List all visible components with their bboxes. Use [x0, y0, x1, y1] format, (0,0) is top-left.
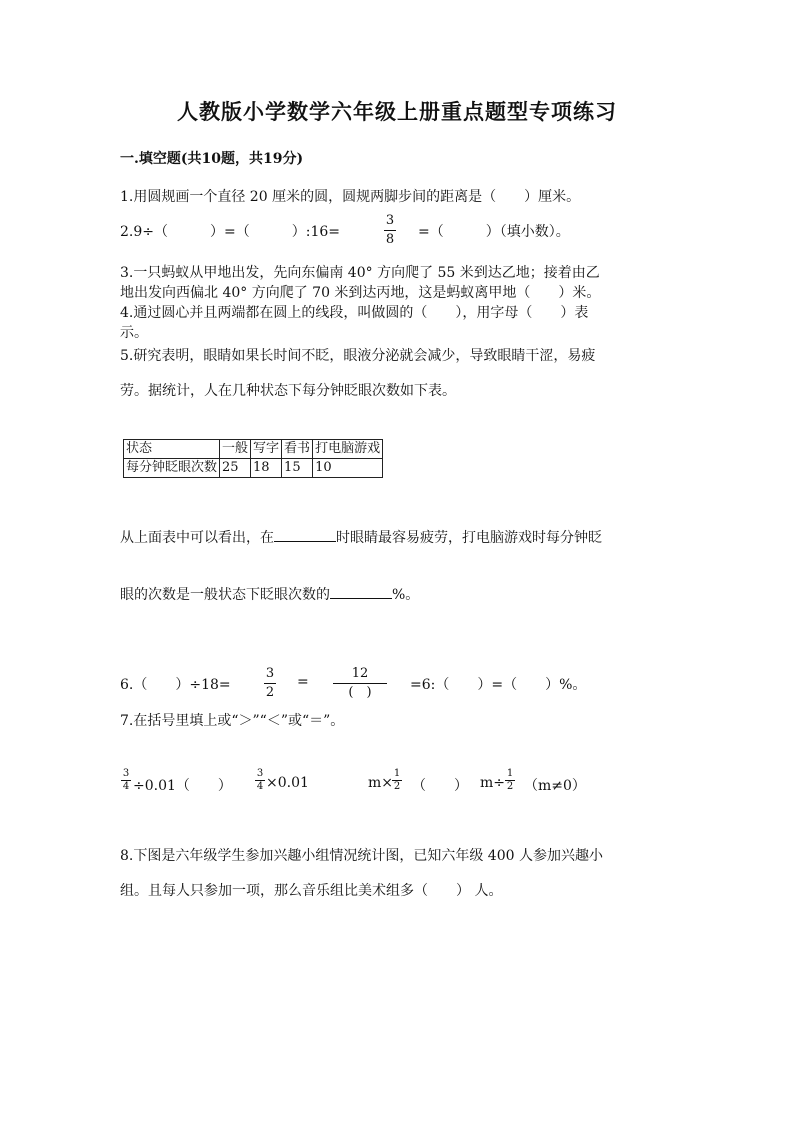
fraction-numerator: 3 [256, 768, 264, 779]
fraction-numerator: 12 [351, 666, 369, 681]
table-cell: 10 [313, 459, 383, 478]
question-6-prefix: 6.（ ）÷18= [120, 677, 231, 693]
table-header-cell: 一般 [220, 440, 251, 459]
blink-rate-table [123, 439, 383, 478]
question-8-line-1: 8.下图是六年级学生参加兴趣小组情况统计图，已知六年级 400 人参加兴趣小 [120, 848, 603, 864]
fraction-numerator: 3 [122, 768, 130, 779]
fraction-denominator: 4 [122, 781, 130, 792]
question-8-line-2: 组。且每人只参加一项，那么音乐组比美术组多（ ） 人。 [120, 883, 503, 899]
page-title: 人教版小学数学六年级上册重点题型专项练习 [177, 99, 617, 124]
table-header-cell: 看书 [282, 440, 313, 459]
question-5-line-2: 劳。据统计，人在几种状态下每分钟眨眼次数如下表。 [120, 383, 456, 399]
text-segment: 时眼睛最容易疲劳，打电脑游戏时每分钟眨 [336, 530, 602, 546]
fraction-numerator: 3 [265, 666, 275, 681]
fraction-denominator: 2 [393, 781, 401, 792]
fraction-denominator: ( ) [348, 685, 372, 700]
fraction-numerator: 3 [385, 213, 395, 228]
fraction-one-half [392, 769, 402, 792]
comparison-d-condition: （m≠0） [524, 778, 586, 794]
question-6-fraction-1 [264, 667, 276, 700]
table-row [124, 459, 383, 478]
question-2-suffix: =（ ）（填小数）。 [418, 224, 570, 240]
question-3-line-2: 地出发向西偏北 40° 方向爬了 70 米到达丙地，这是蚂蚁离甲地（ ）米。 [120, 285, 601, 301]
fraction-three-quarters [255, 769, 265, 792]
table-header-cell: 状态 [124, 440, 220, 459]
table-header-cell: 打电脑游戏 [313, 440, 383, 459]
comparison-d-prefix: m÷ [480, 775, 506, 791]
fraction-one-half [505, 769, 515, 792]
question-5-follow-up-2 [120, 584, 419, 604]
fraction-denominator: 2 [506, 781, 514, 792]
question-6-suffix: =6:（ ）=（ ）%。 [410, 677, 587, 693]
text-segment: 眼的次数是一般状态下眨眼次数的 [120, 587, 330, 603]
question-5-follow-up-1 [120, 527, 602, 547]
equals-sign: = [297, 674, 309, 690]
fraction-three-quarters [121, 769, 131, 792]
table-cell: 18 [251, 459, 282, 478]
table-cell: 25 [220, 459, 251, 478]
fraction-numerator: 1 [506, 768, 514, 779]
comparison-c-prefix: m× [368, 775, 394, 791]
question-2-prefix: 2.9÷（ ）=（ ）:16= [120, 224, 340, 240]
fraction-denominator: 2 [265, 685, 275, 700]
question-1: 1.用圆规画一个直径 20 厘米的圆，圆规两脚步间的距离是（ ）厘米。 [120, 189, 581, 205]
table-cell: 每分钟眨眼次数 [124, 459, 220, 478]
section-heading-fill-blank: 一.填空题(共10题，共19分) [120, 151, 304, 167]
question-4-line-2: 示。 [120, 325, 148, 341]
text-segment: %。 [392, 587, 420, 603]
table-cell: 15 [282, 459, 313, 478]
question-2-fraction [384, 214, 396, 247]
fraction-numerator: 1 [393, 768, 401, 779]
fraction-denominator: 8 [385, 232, 395, 247]
comparison-b-text: ×0.01 [266, 775, 309, 791]
question-5-line-1: 5.研究表明，眼睛如果长时间不眨，眼液分泌就会减少，导致眼睛干涩，易疲 [120, 348, 596, 364]
text-segment: 从上面表中可以看出，在 [120, 530, 274, 546]
fraction-denominator: 4 [256, 781, 264, 792]
question-4-line-1: 4.通过圆心并且两端都在圆上的线段，叫做圆的（ ），用字母（ ）表 [120, 305, 589, 321]
answer-blank[interactable] [274, 529, 336, 542]
comparison-c-blank: （ ） [412, 778, 468, 794]
table-header-cell: 写字 [251, 440, 282, 459]
comparison-a-text: ÷0.01（ ） [133, 778, 232, 794]
question-7: 7.在括号里填上或“＞”“＜”或“＝”。 [120, 713, 345, 729]
question-3-line-1: 3.一只蚂蚁从甲地出发，先向东偏南 40° 方向爬了 55 米到达乙地；接着由乙 [120, 265, 600, 281]
question-6-fraction-2 [333, 667, 387, 700]
answer-blank[interactable] [330, 586, 392, 599]
table-row [124, 440, 383, 459]
